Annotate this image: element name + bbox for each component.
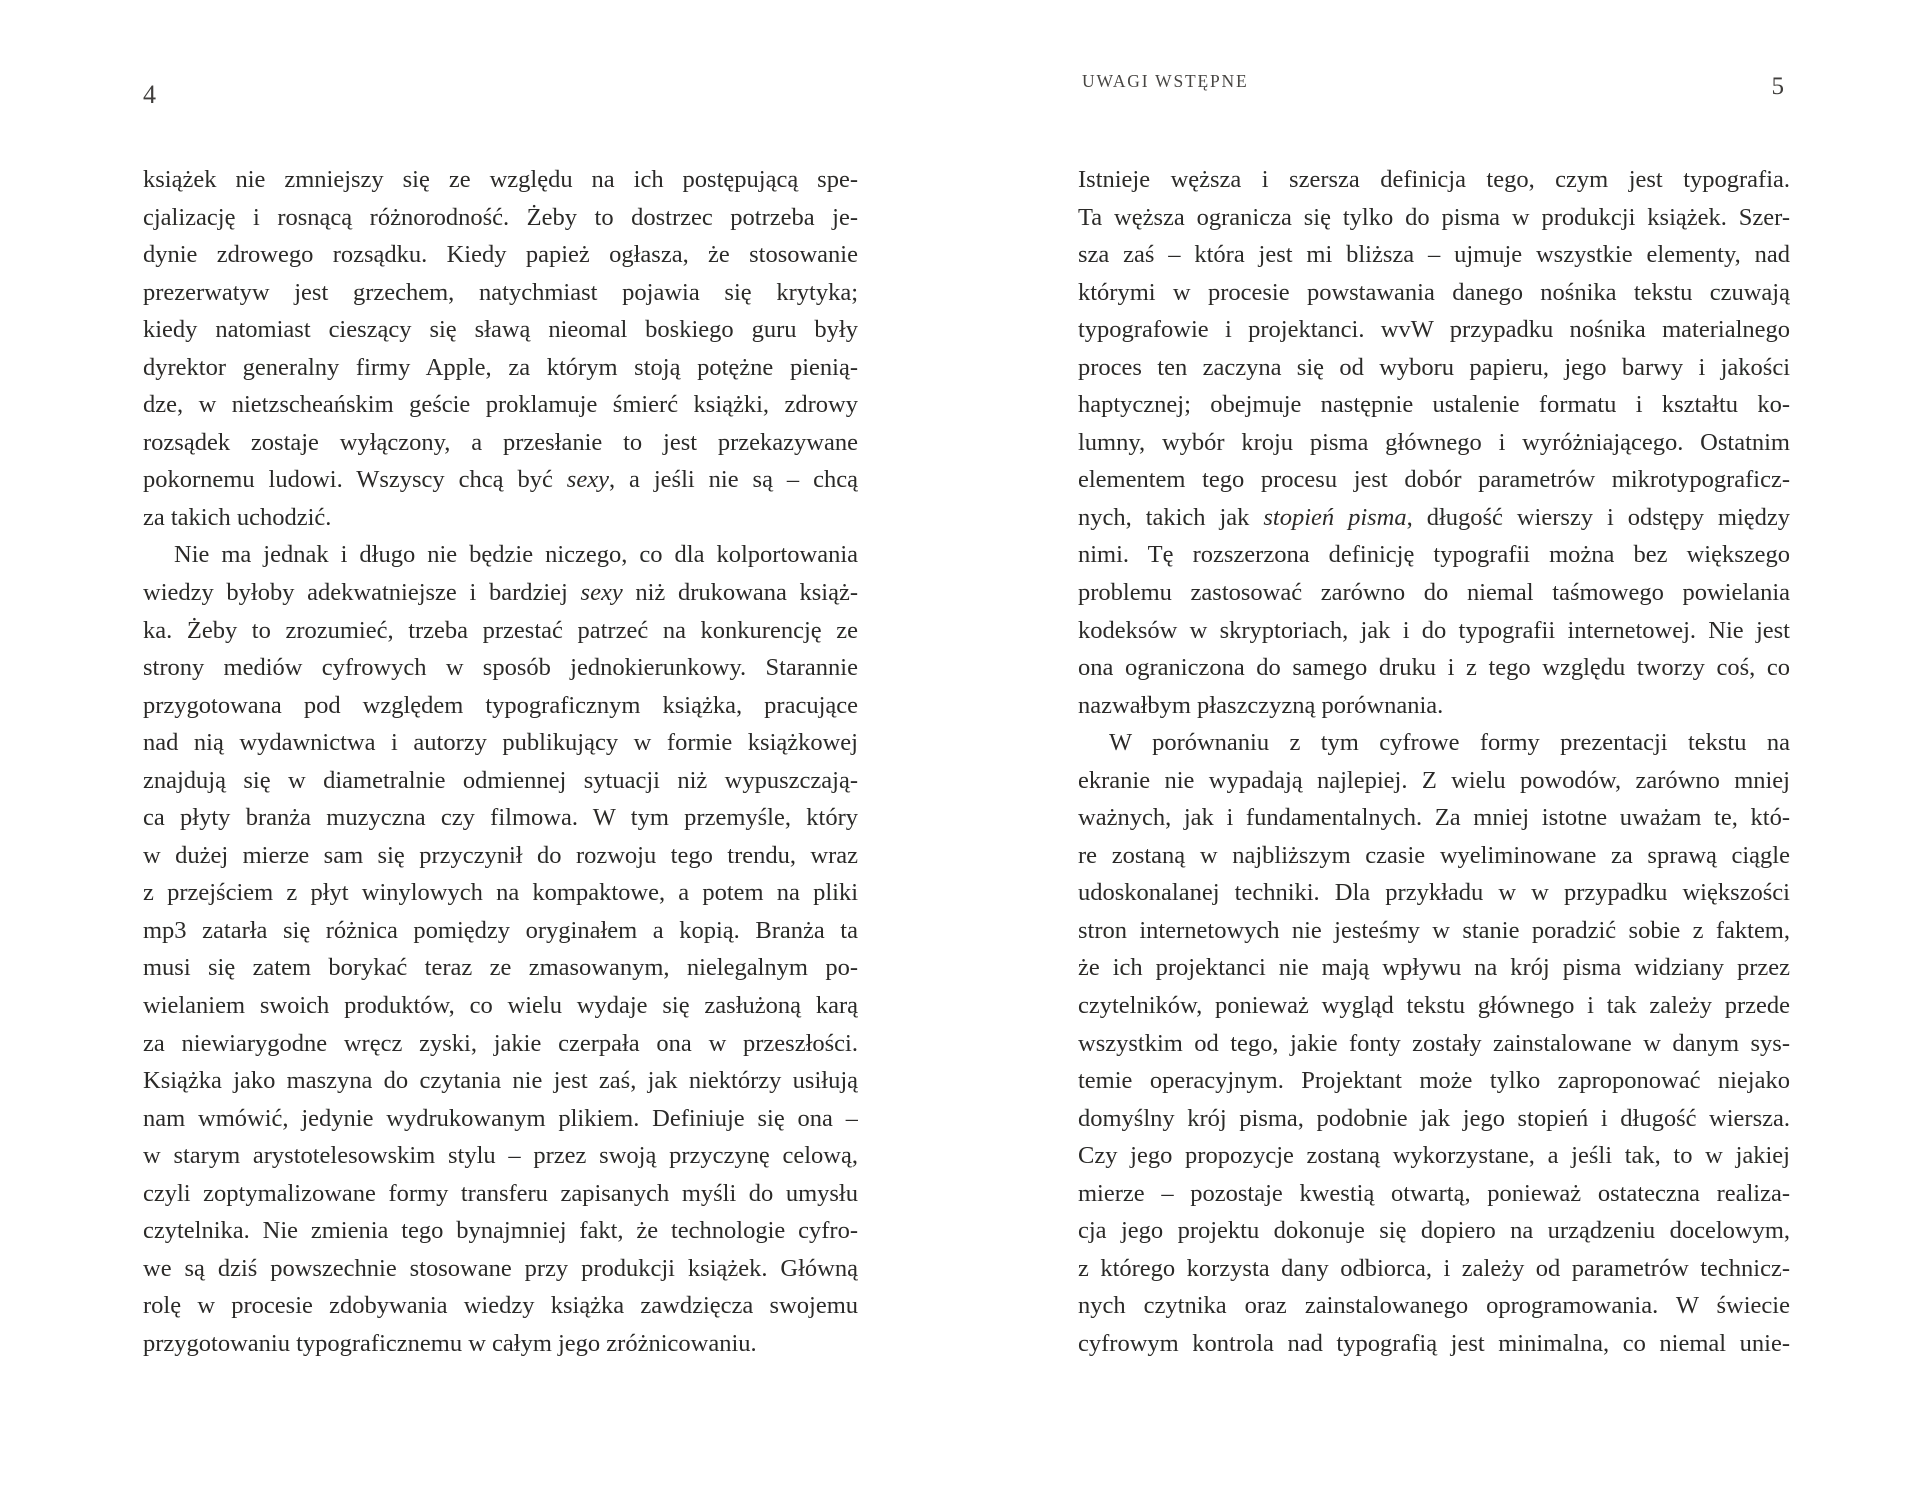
text-line: ca płyty branża muzyczna czy filmowa. W tym przemyśle, który bbox=[143, 804, 858, 832]
running-header: UWAGI WSTĘPNE bbox=[1082, 71, 1249, 91]
text-line: mp3 zatarła się różnica pomiędzy oryginałem a kopią. Branża ta bbox=[143, 916, 858, 944]
text-line: czytelnika. Nie zmienia tego bynajmniej fakt, że technologie cyfro- bbox=[143, 1217, 858, 1245]
text-line: nam wmówić, jedynie wydrukowanym plikiem. Definiuje się ona – bbox=[143, 1104, 858, 1132]
text-line: czyli zoptymalizowane formy transferu zapisanych myśli do umysłu bbox=[143, 1179, 858, 1207]
text-line: haptycznej; obejmuje następnie ustalenie formatu i kształtu ko- bbox=[1078, 391, 1790, 419]
text-line: nych, takich jak stopień pisma, długość wierszy i odstępy między bbox=[1078, 503, 1790, 531]
text-line: nazwałbym płaszczyzną porównania. bbox=[1078, 691, 1444, 719]
text-line: książek nie zmniejszy się ze względu na ich postępującą spe- bbox=[143, 166, 858, 193]
text-line: dze, w nietzscheańskim geście proklamuje śmierć książki, zdrowy bbox=[143, 391, 858, 419]
text-line: za takich uchodzić. bbox=[143, 503, 332, 531]
text-line: kiedy natomiast cieszący się sławą nieomal boskiego guru były bbox=[143, 316, 858, 344]
text-column-right bbox=[1078, 161, 1790, 1363]
text-line: cjalizację i rosnącą różnorodność. Żeby to dostrzec potrzeba je- bbox=[143, 203, 858, 231]
text-line: wiedzy byłoby adekwatniejsze i bardziej sexy niż drukowana książ- bbox=[143, 579, 858, 607]
text-line: ważnych, jak i fundamentalnych. Za mniej istotne uważam te, któ- bbox=[1078, 804, 1790, 832]
text-line: sza zaś – która jest mi bliższa – ujmuje wszystkie elementy, nad bbox=[1078, 241, 1790, 269]
text-line: rozsądek zostaje wyłączony, a przesłanie to jest przekazywane bbox=[143, 428, 858, 456]
text-line: Nie ma jednak i długo nie będzie niczego, co dla kolportowania bbox=[174, 541, 858, 569]
text-line: za niewiarygodne wręcz zyski, jakie czerpała ona w przeszłości. bbox=[143, 1029, 858, 1057]
text-line: dynie zdrowego rozsądku. Kiedy papież ogłasza, że stosowanie bbox=[143, 241, 858, 269]
text-line: re zostaną w najbliższym czasie wyeliminowane za sprawą ciągle bbox=[1078, 841, 1790, 869]
text-line: przygotowana pod względem typograficznym książka, pracujące bbox=[143, 691, 858, 719]
text-line: nych czytnika oraz zainstalowanego oprogramowania. W świecie bbox=[1078, 1292, 1790, 1320]
text-line: rolę w procesie zdobywania wiedzy książka zawdzięcza swojemu bbox=[143, 1292, 858, 1320]
text-line: Istnieje węższa i szersza definicja tego, czym jest typografia. bbox=[1078, 166, 1790, 193]
text-line: musi się zatem borykać teraz ze zmasowanym, nielegalnym po- bbox=[143, 954, 858, 982]
text-line: którymi w procesie powstawania danego nośnika tekstu czuwają bbox=[1078, 278, 1790, 306]
text-column-left bbox=[143, 161, 858, 1363]
text-line: problemu zastosować zarówno do niemal taśmowego powielania bbox=[1078, 579, 1790, 607]
text-line: Czy jego propozycje zostaną wykorzystane, a jeśli tak, to w jakiej bbox=[1078, 1142, 1790, 1170]
text-line: udoskonalanej techniki. Dla przykładu w w przypadku większości bbox=[1078, 879, 1790, 907]
text-line: że ich projektanci nie mają wpływu na krój pisma widziany przez bbox=[1078, 954, 1790, 982]
text-line: mierze – pozostaje kwestią otwartą, ponieważ ostateczna realiza- bbox=[1078, 1179, 1790, 1207]
text-line: elementem tego procesu jest dobór parametrów mikrotypograficz- bbox=[1078, 466, 1790, 494]
text-line: kodeksów w skryptoriach, jak i do typografii internetowej. Nie jest bbox=[1078, 616, 1790, 644]
text-line: strony mediów cyfrowych w sposób jednokierunkowy. Starannie bbox=[143, 654, 858, 682]
text-line: typografowie i projektanci. wvW przypadku nośnika materialnego bbox=[1078, 316, 1790, 344]
page-number-right: 5 bbox=[1771, 73, 1784, 100]
text-line: temie operacyjnym. Projektant może tylko zaproponować niejako bbox=[1078, 1067, 1790, 1095]
text-line: W porównaniu z tym cyfrowe formy prezentacji tekstu na bbox=[1109, 729, 1790, 757]
text-line: przygotowaniu typograficznemu w całym jego zróżnicowaniu. bbox=[143, 1329, 757, 1357]
text-line: cyfrowym kontrola nad typografią jest minimalna, co niemal unie- bbox=[1078, 1329, 1790, 1357]
text-line: dyrektor generalny firmy Apple, za którym stoją potężne pienią- bbox=[143, 353, 858, 381]
text-line: ka. Żeby to zrozumieć, trzeba przestać patrzeć na konkurencję ze bbox=[143, 616, 858, 644]
text-line: prezerwatyw jest grzechem, natychmiast pojawia się krytyka; bbox=[143, 278, 858, 306]
text-line: ekranie nie wypadają najlepiej. Z wielu powodów, zarówno mniej bbox=[1078, 766, 1790, 794]
text-line: nad nią wydawnictwa i autorzy publikujący w formie książkowej bbox=[143, 729, 858, 757]
text-line: cja jego projektu dokonuje się dopiero na urządzeniu docelowym, bbox=[1078, 1217, 1790, 1245]
text-line: z przejściem z płyt winylowych na kompaktowe, a potem na pliki bbox=[143, 879, 858, 907]
text-line: znajdują się w diametralnie odmiennej sytuacji niż wypuszczają- bbox=[143, 766, 858, 794]
text-line: nimi. Tę rozszerzona definicję typografii można bez większego bbox=[1078, 541, 1790, 569]
text-line: pokornemu ludowi. Wszyscy chcą być sexy, a jeśli nie są – chcą bbox=[143, 466, 858, 494]
text-line: domyślny krój pisma, podobnie jak jego stopień i długość wiersza. bbox=[1078, 1104, 1790, 1132]
page-number-left: 4 bbox=[143, 80, 156, 109]
text-line: we są dziś powszechnie stosowane przy produkcji książek. Główną bbox=[143, 1254, 858, 1282]
text-line: wszystkim od tego, jakie fonty zostały zainstalowane w danym sys- bbox=[1078, 1029, 1790, 1057]
text-line: w dużej mierze sam się przyczynił do rozwoju tego trendu, wraz bbox=[143, 841, 858, 869]
text-line: ona ograniczona do samego druku i z tego względu tworzy coś, co bbox=[1078, 654, 1790, 682]
text-line: stron internetowych nie jesteśmy w stanie poradzić sobie z faktem, bbox=[1078, 916, 1790, 944]
text-line: czytelników, ponieważ wygląd tekstu głównego i tak zależy przede bbox=[1078, 992, 1790, 1020]
text-line: w starym arystotelesowskim stylu – przez swoją przyczynę celową, bbox=[143, 1142, 858, 1170]
text-line: Ta węższa ogranicza się tylko do pisma w produkcji książek. Szer- bbox=[1078, 203, 1790, 231]
text-line: Książka jako maszyna do czytania nie jest zaś, jak niektórzy usiłują bbox=[143, 1067, 858, 1095]
text-line: proces ten zaczyna się od wyboru papieru, jego barwy i jakości bbox=[1078, 353, 1790, 381]
text-line: wielaniem swoich produktów, co wielu wydaje się zasłużoną karą bbox=[143, 992, 858, 1020]
text-line: z którego korzysta dany odbiorca, i zależy od parametrów technicz- bbox=[1078, 1254, 1790, 1282]
text-line: lumny, wybór kroju pisma głównego i wyróżniającego. Ostatnim bbox=[1078, 428, 1790, 456]
